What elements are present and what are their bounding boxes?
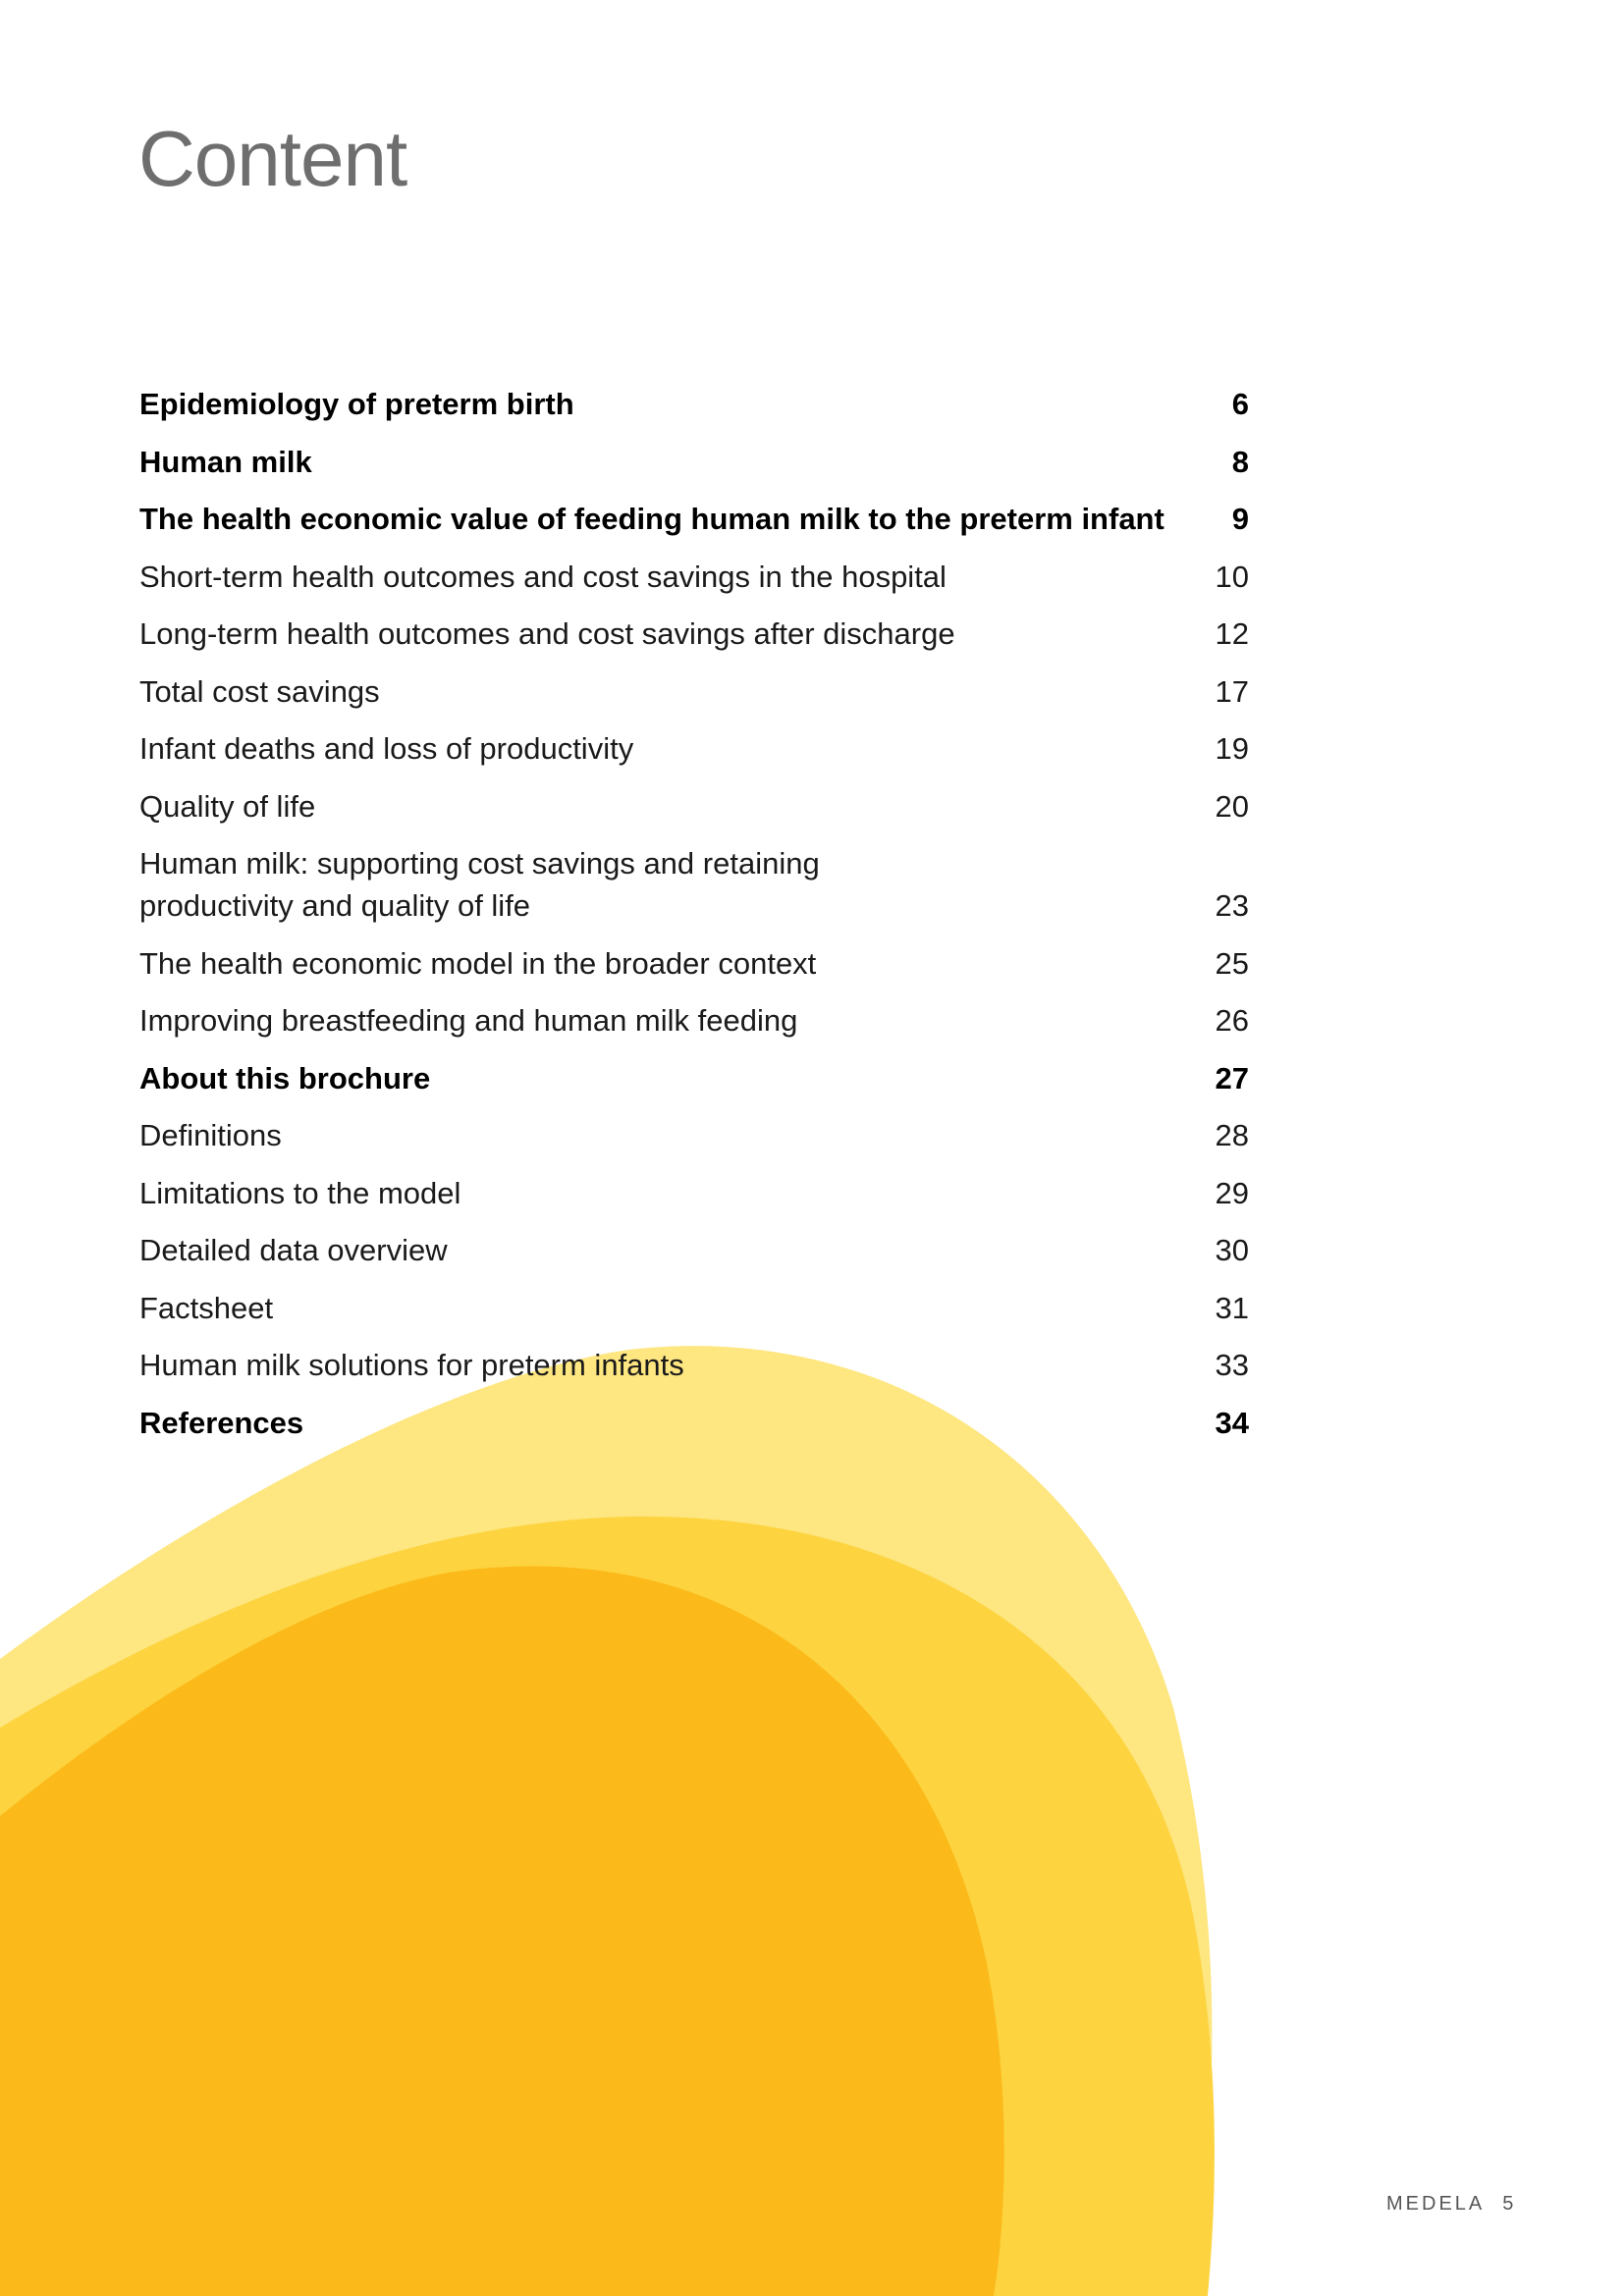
toc-entry-page: 26 bbox=[1215, 1003, 1249, 1038]
toc-entry-title: Factsheet bbox=[139, 1290, 274, 1325]
toc-entry-title: Long-term health outcomes and cost savings after discharge bbox=[139, 616, 955, 651]
toc-entry[interactable] bbox=[139, 441, 1249, 483]
footer-page-number: 5 bbox=[1502, 2193, 1514, 2215]
toc-entry[interactable] bbox=[139, 785, 1249, 828]
toc-entry-page: 9 bbox=[1231, 502, 1249, 536]
toc-entry-page: 10 bbox=[1215, 559, 1249, 594]
toc-entry[interactable] bbox=[139, 1057, 1249, 1099]
toc-entry-page: 20 bbox=[1215, 788, 1249, 824]
toc-entry-title: Detailed data overview bbox=[139, 1233, 448, 1267]
toc-entry-page: 28 bbox=[1215, 1118, 1249, 1152]
toc-entry[interactable] bbox=[139, 498, 1249, 540]
toc-entry-page: 25 bbox=[1215, 945, 1249, 981]
toc-entry[interactable] bbox=[139, 999, 1249, 1041]
toc-entry-page: 34 bbox=[1215, 1405, 1249, 1440]
toc-entry-title: Epidemiology of preterm birth bbox=[139, 387, 574, 421]
toc-entry-title: Human milk: supporting cost savings and retaining productivity and quality of life bbox=[139, 846, 820, 923]
toc-entry[interactable] bbox=[139, 670, 1249, 713]
toc-entry[interactable] bbox=[139, 556, 1249, 598]
toc-entry-title: Human milk bbox=[139, 444, 312, 479]
toc-entry[interactable] bbox=[139, 1344, 1249, 1386]
toc-entry-page: 33 bbox=[1215, 1348, 1249, 1382]
toc-entry-title: Improving breastfeeding and human milk feeding bbox=[139, 1003, 798, 1038]
toc-entry[interactable] bbox=[139, 842, 1249, 927]
toc-entry[interactable] bbox=[139, 1402, 1249, 1444]
page-title: Content bbox=[138, 115, 407, 202]
toc-entry[interactable] bbox=[139, 1287, 1249, 1329]
toc-entry-title: Total cost savings bbox=[139, 673, 380, 709]
toc-entry[interactable] bbox=[139, 1114, 1249, 1156]
toc-entry-page: 31 bbox=[1215, 1290, 1249, 1325]
toc-entry-page: 27 bbox=[1215, 1060, 1249, 1095]
toc-entry-page: 19 bbox=[1215, 731, 1249, 766]
toc-entry[interactable] bbox=[139, 613, 1249, 655]
toc-entry-page: 29 bbox=[1215, 1175, 1249, 1210]
toc-entry-title: References bbox=[139, 1405, 304, 1440]
toc-entry-title: Human milk solutions for preterm infants bbox=[139, 1348, 684, 1382]
toc-entry-title: Limitations to the model bbox=[139, 1175, 461, 1210]
toc-entry-title: Infant deaths and loss of productivity bbox=[139, 731, 634, 766]
toc-entry-title: About this brochure bbox=[139, 1060, 431, 1095]
toc-entry-page: 12 bbox=[1215, 616, 1249, 651]
toc-entry[interactable] bbox=[139, 942, 1249, 985]
page-footer bbox=[1386, 2193, 1513, 2216]
toc-entry-page: 17 bbox=[1215, 673, 1249, 709]
footer-brand: MEDELA bbox=[1386, 2193, 1486, 2215]
toc-entry-title: Definitions bbox=[139, 1118, 282, 1152]
toc-entry-page: 6 bbox=[1231, 387, 1249, 421]
toc-entry-title: Short-term health outcomes and cost savings in the hospital bbox=[139, 559, 947, 594]
toc-entry-title: The health economic model in the broader context bbox=[139, 945, 817, 981]
table-of-contents bbox=[139, 383, 1249, 1459]
toc-entry-title: The health economic value of feeding human milk to the preterm infant bbox=[139, 502, 1164, 536]
toc-entry[interactable] bbox=[139, 1229, 1249, 1271]
toc-entry-page: 30 bbox=[1215, 1233, 1249, 1267]
toc-entry[interactable] bbox=[139, 1172, 1249, 1214]
toc-entry[interactable] bbox=[139, 727, 1249, 770]
toc-entry-title: Quality of life bbox=[139, 788, 316, 824]
toc-entry-page: 23 bbox=[1215, 888, 1249, 923]
toc-entry-page: 8 bbox=[1231, 444, 1249, 479]
toc-entry[interactable] bbox=[139, 383, 1249, 425]
